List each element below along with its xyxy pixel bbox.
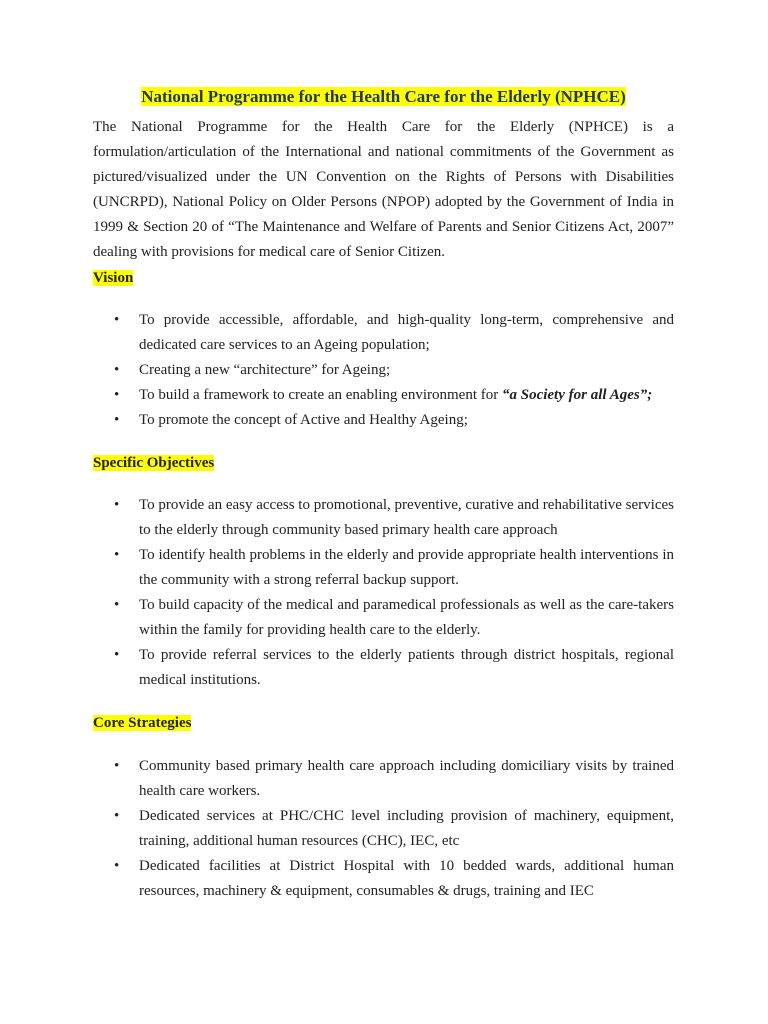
objectives-list — [93, 493, 674, 693]
list-item-text: To build a framework to create an enabling environment for — [139, 387, 502, 403]
list-item: • To build capacity of the medical and paramedical professionals as well as the care-takers within the family for providing health care to the elderly. — [93, 593, 674, 643]
list-item: • To provide an easy access to promotional, preventive, curative and rehabilitative services to the elderly through community based primary health care approach — [93, 493, 674, 543]
intro-paragraph: The National Programme for the Health Care for the Elderly (NPHCE) is a formulation/articulation of the International and national commitments of the Government as pictured/visualized under the UN Convention on the Rights of Persons with Disabilities (UNCRPD), National Policy on Older Persons (NPOP) adopted by the Government of India in 1999 & Section 20 of “The Maintenance and Welfare of Parents and Senior Citizens Act, 2007” dealing with provisions for medical care of Senior Citizen. — [93, 119, 674, 260]
vision-heading — [93, 267, 133, 289]
strategies-list — [93, 754, 674, 904]
list-item — [93, 383, 674, 408]
vision-list — [93, 308, 674, 433]
page-title-text: National Programme for the Health Care for the Elderly (NPHCE) — [141, 87, 626, 106]
list-item: • Dedicated services at PHC/CHC level including provision of machinery, equipment, training, additional human resources (CHC), IEC, etc — [93, 804, 674, 854]
list-item: • To provide referral services to the elderly patients through district hospitals, regional medical institutions. — [93, 643, 674, 693]
list-item: • Creating a new “architecture” for Ageing; — [93, 358, 674, 383]
vision-heading-text: Vision — [93, 270, 134, 286]
objectives-heading-text: Specific Objectives — [93, 455, 215, 471]
list-item: • Community based primary health care approach including domiciliary visits by trained health care workers. — [93, 754, 674, 804]
list-item: • To identify health problems in the elderly and provide appropriate health interventions in the community with a strong referral backup support. — [93, 543, 674, 593]
page-title — [93, 86, 674, 108]
strategies-heading — [93, 712, 191, 734]
strategies-heading-text: Core Strategies — [93, 715, 192, 731]
objectives-heading — [93, 452, 214, 474]
list-item: • To provide accessible, affordable, and high-quality long-term, comprehensive and dedicated care services to an Ageing population; — [93, 308, 674, 358]
list-item: • Dedicated facilities at District Hospital with 10 bedded wards, additional human resources, machinery & equipment, consumables & drugs, training and IEC — [93, 854, 674, 904]
emphasis-text: “a Society for all Ages”; — [501, 387, 653, 403]
list-item: • To promote the concept of Active and Healthy Ageing; — [93, 408, 674, 433]
